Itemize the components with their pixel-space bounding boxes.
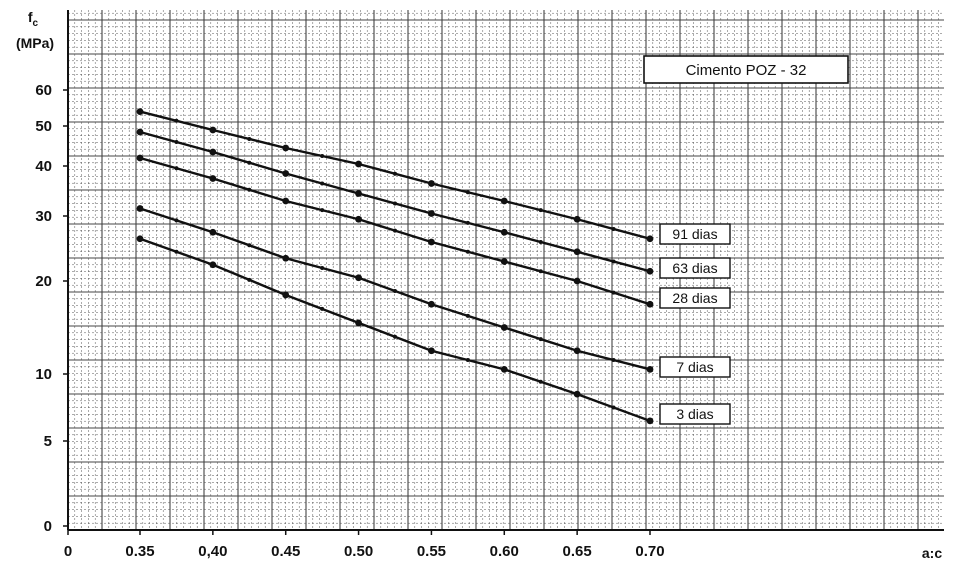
series-point: [209, 149, 216, 156]
series-point: [428, 239, 435, 246]
series-minor-point: [466, 250, 470, 254]
series-minor-point: [466, 314, 470, 318]
series-point: [209, 127, 216, 134]
series-label: 28 dias: [672, 290, 718, 306]
x-tick-label: 0.50: [343, 543, 374, 560]
series-point: [355, 274, 362, 281]
series-minor-point: [174, 250, 178, 254]
y-tick-label: 60: [35, 82, 52, 99]
series-minor-point: [247, 161, 251, 165]
series-minor-point: [247, 278, 251, 282]
series-point: [355, 216, 362, 223]
series-point: [137, 129, 144, 136]
y-tick-label: 40: [35, 158, 52, 175]
series-label: 3 dias: [676, 406, 714, 422]
y-axis-unit: (MPa): [15, 35, 55, 51]
series-point: [355, 161, 362, 168]
series-point: [209, 175, 216, 182]
series-minor-point: [320, 208, 324, 212]
x-tick-label: 0.35: [125, 543, 155, 560]
series-minor-point: [247, 243, 251, 247]
series-point: [137, 235, 144, 242]
y-axis-symbol: f: [27, 9, 33, 25]
series-point: [282, 198, 289, 205]
series-point: [501, 229, 508, 236]
series-minor-point: [466, 358, 470, 362]
series-point: [355, 190, 362, 197]
series-minor-point: [539, 269, 543, 273]
series-minor-point: [393, 289, 397, 293]
series-minor-point: [247, 137, 251, 141]
series-minor-point: [393, 172, 397, 176]
series-minor-point: [174, 140, 178, 144]
series-point: [137, 155, 144, 162]
series-point: [574, 248, 581, 255]
x-tick-label: 0: [63, 543, 73, 560]
series-point: [282, 292, 289, 299]
series-point: [282, 145, 289, 152]
series-label: 7 dias: [676, 359, 714, 375]
series-minor-point: [539, 337, 543, 341]
x-tick-label: 0.55: [416, 543, 447, 560]
series-minor-point: [539, 380, 543, 384]
svg-text:fc: [28, 9, 39, 29]
y-axis-label: [16, 9, 54, 51]
series-minor-point: [320, 266, 324, 270]
x-axis-label: a:c: [921, 545, 943, 561]
series-minor-point: [612, 260, 616, 264]
series-point: [574, 347, 581, 354]
series-minor-point: [320, 182, 324, 186]
series-point: [282, 255, 289, 262]
y-tick-label: 50: [35, 118, 52, 135]
series-point: [137, 205, 144, 212]
series-minor-point: [174, 166, 178, 170]
series-minor-point: [466, 221, 470, 225]
y-tick-label: 0: [43, 518, 52, 535]
series-point: [209, 261, 216, 268]
series-minor-point: [247, 188, 251, 192]
chart-title: Cimento POZ - 32: [685, 62, 807, 79]
series-point: [647, 418, 654, 425]
series-point: [501, 324, 508, 331]
y-tick-label: 30: [35, 208, 52, 225]
series-minor-point: [393, 229, 397, 233]
series-point: [501, 198, 508, 205]
series-point: [574, 391, 581, 398]
series-point: [428, 347, 435, 354]
series-minor-point: [612, 291, 616, 295]
series-label: 91 dias: [672, 226, 718, 242]
y-tick-label: 5: [43, 433, 52, 450]
series-point: [428, 210, 435, 217]
series-point: [574, 278, 581, 285]
series-point: [647, 268, 654, 275]
series-point: [647, 235, 654, 242]
series-minor-point: [393, 335, 397, 339]
x-tick-label: 0.70: [635, 543, 665, 560]
series-minor-point: [393, 202, 397, 206]
series-minor-point: [174, 218, 178, 222]
series-point: [501, 258, 508, 265]
series-point: [428, 180, 435, 187]
series-minor-point: [612, 358, 616, 362]
series-minor-point: [320, 154, 324, 158]
series-minor-point: [466, 190, 470, 194]
x-tick-label: 0.45: [271, 543, 301, 560]
series-point: [574, 216, 581, 223]
series-point: [647, 301, 654, 308]
series-minor-point: [612, 227, 616, 231]
x-tick-label: 0.65: [562, 543, 592, 560]
x-tick-label: 0.60: [489, 543, 519, 560]
series-minor-point: [539, 208, 543, 212]
series-point: [355, 319, 362, 326]
y-tick-label: 20: [35, 273, 52, 290]
series-point: [209, 229, 216, 236]
series-point: [647, 366, 654, 373]
y-axis-subscript: c: [32, 18, 39, 29]
series-label: 63 dias: [672, 260, 718, 276]
series-point: [137, 108, 144, 115]
chart-title-box: [644, 56, 848, 83]
series-point: [501, 366, 508, 373]
series-minor-point: [539, 240, 543, 244]
series-point: [428, 301, 435, 308]
plot-grid: [68, 10, 944, 530]
series-point: [282, 170, 289, 177]
x-tick-label: 0,40: [198, 543, 228, 560]
series-minor-point: [320, 307, 324, 311]
series-minor-point: [174, 119, 178, 123]
series-minor-point: [612, 406, 616, 410]
y-tick-label: 10: [35, 366, 52, 383]
